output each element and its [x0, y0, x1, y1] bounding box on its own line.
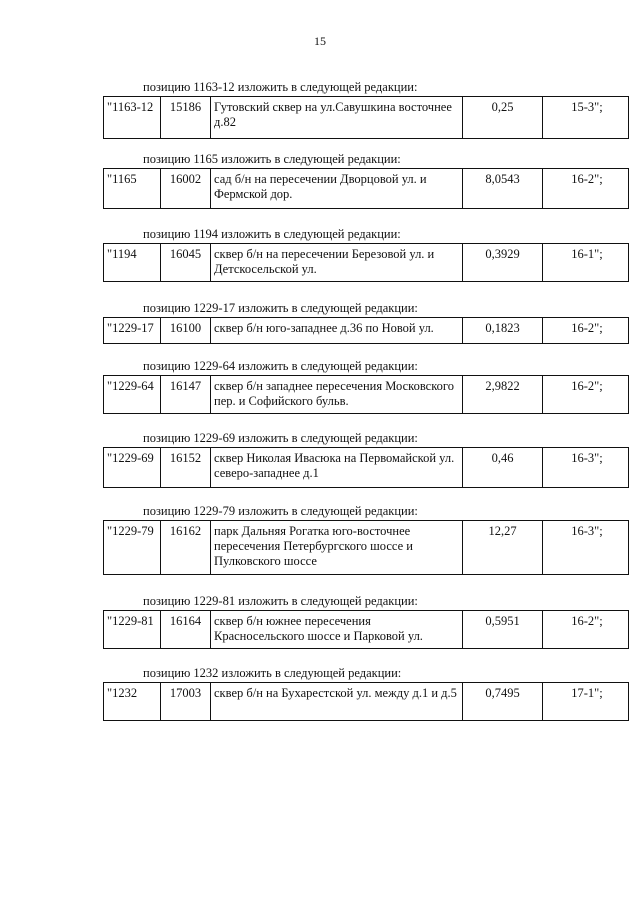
zone-cell: 16-1"; — [543, 244, 629, 282]
entry-table — [103, 96, 629, 139]
position-cell: "1229-81 — [104, 611, 161, 649]
code-cell: 16002 — [161, 169, 211, 209]
table-row — [104, 521, 629, 575]
position-cell: "1232 — [104, 683, 161, 721]
table-row — [104, 169, 629, 209]
entry-table — [103, 243, 629, 282]
zone-cell: 16-2"; — [543, 376, 629, 414]
table-row — [104, 683, 629, 721]
table-row — [104, 448, 629, 488]
entry-heading: позицию 1194 изложить в следующей редакции: — [143, 227, 401, 241]
name-cell: сквер б/н западнее пересечения Московского пер. и Софийского бульв. — [211, 376, 463, 414]
page-number: 15 — [314, 34, 326, 48]
area-cell: 0,5951 — [463, 611, 543, 649]
entry-table — [103, 317, 629, 344]
name-cell: Гутовский сквер на ул.Савушкина восточнее д.82 — [211, 97, 463, 139]
entry-heading: позицию 1229-69 изложить в следующей редакции: — [143, 431, 418, 445]
name-cell: сквер б/н на Бухарестской ул. между д.1 и д.5 — [211, 683, 463, 721]
name-cell: сквер б/н южнее пересечения Красносельского шоссе и Парковой ул. — [211, 611, 463, 649]
area-cell: 0,3929 — [463, 244, 543, 282]
area-cell: 8,0543 — [463, 169, 543, 209]
entry-heading: позицию 1165 изложить в следующей редакции: — [143, 152, 401, 166]
name-cell: сквер Николая Ивасюка на Первомайской ул. северо-западнее д.1 — [211, 448, 463, 488]
name-cell: парк Дальняя Рогатка юго-восточнее пересечения Петербургского шоссе и Пулковского шоссе — [211, 521, 463, 575]
zone-cell: 16-3"; — [543, 521, 629, 575]
position-cell: "1229-69 — [104, 448, 161, 488]
code-cell: 16152 — [161, 448, 211, 488]
zone-cell: 16-2"; — [543, 611, 629, 649]
entry-heading: позицию 1229-17 изложить в следующей редакции: — [143, 301, 418, 315]
area-cell: 2,9822 — [463, 376, 543, 414]
entry-heading: позицию 1229-64 изложить в следующей редакции: — [143, 359, 418, 373]
table-row — [104, 97, 629, 139]
zone-cell: 16-3"; — [543, 448, 629, 488]
table-row — [104, 611, 629, 649]
code-cell: 16162 — [161, 521, 211, 575]
code-cell: 16147 — [161, 376, 211, 414]
position-cell: "1165 — [104, 169, 161, 209]
area-cell: 0,25 — [463, 97, 543, 139]
entry-table — [103, 520, 629, 575]
table-row — [104, 318, 629, 344]
name-cell: сквер б/н на пересечении Березовой ул. и Детскосельской ул. — [211, 244, 463, 282]
entry-heading: позицию 1232 изложить в следующей редакции: — [143, 666, 402, 680]
table-row — [104, 376, 629, 414]
zone-cell: 15-3"; — [543, 97, 629, 139]
entry-table — [103, 168, 629, 209]
area-cell: 12,27 — [463, 521, 543, 575]
code-cell: 16164 — [161, 611, 211, 649]
area-cell: 0,7495 — [463, 683, 543, 721]
zone-cell: 16-2"; — [543, 318, 629, 344]
area-cell: 0,1823 — [463, 318, 543, 344]
entry-heading: позицию 1163-12 изложить в следующей редакции: — [143, 80, 418, 94]
entry-heading: позицию 1229-79 изложить в следующей редакции: — [143, 504, 418, 518]
code-cell: 16045 — [161, 244, 211, 282]
zone-cell: 16-2"; — [543, 169, 629, 209]
code-cell: 17003 — [161, 683, 211, 721]
name-cell: сквер б/н юго-западнее д.36 по Новой ул. — [211, 318, 463, 344]
entry-table — [103, 610, 629, 649]
position-cell: "1194 — [104, 244, 161, 282]
entry-table — [103, 682, 629, 721]
entry-heading: позицию 1229-81 изложить в следующей редакции: — [143, 594, 418, 608]
position-cell: "1229-79 — [104, 521, 161, 575]
entry-table — [103, 375, 629, 414]
position-cell: "1163-12 — [104, 97, 161, 139]
name-cell: сад б/н на пересечении Дворцовой ул. и Фермской дор. — [211, 169, 463, 209]
code-cell: 16100 — [161, 318, 211, 344]
zone-cell: 17-1"; — [543, 683, 629, 721]
entry-table — [103, 447, 629, 488]
code-cell: 15186 — [161, 97, 211, 139]
position-cell: "1229-17 — [104, 318, 161, 344]
area-cell: 0,46 — [463, 448, 543, 488]
position-cell: "1229-64 — [104, 376, 161, 414]
table-row — [104, 244, 629, 282]
